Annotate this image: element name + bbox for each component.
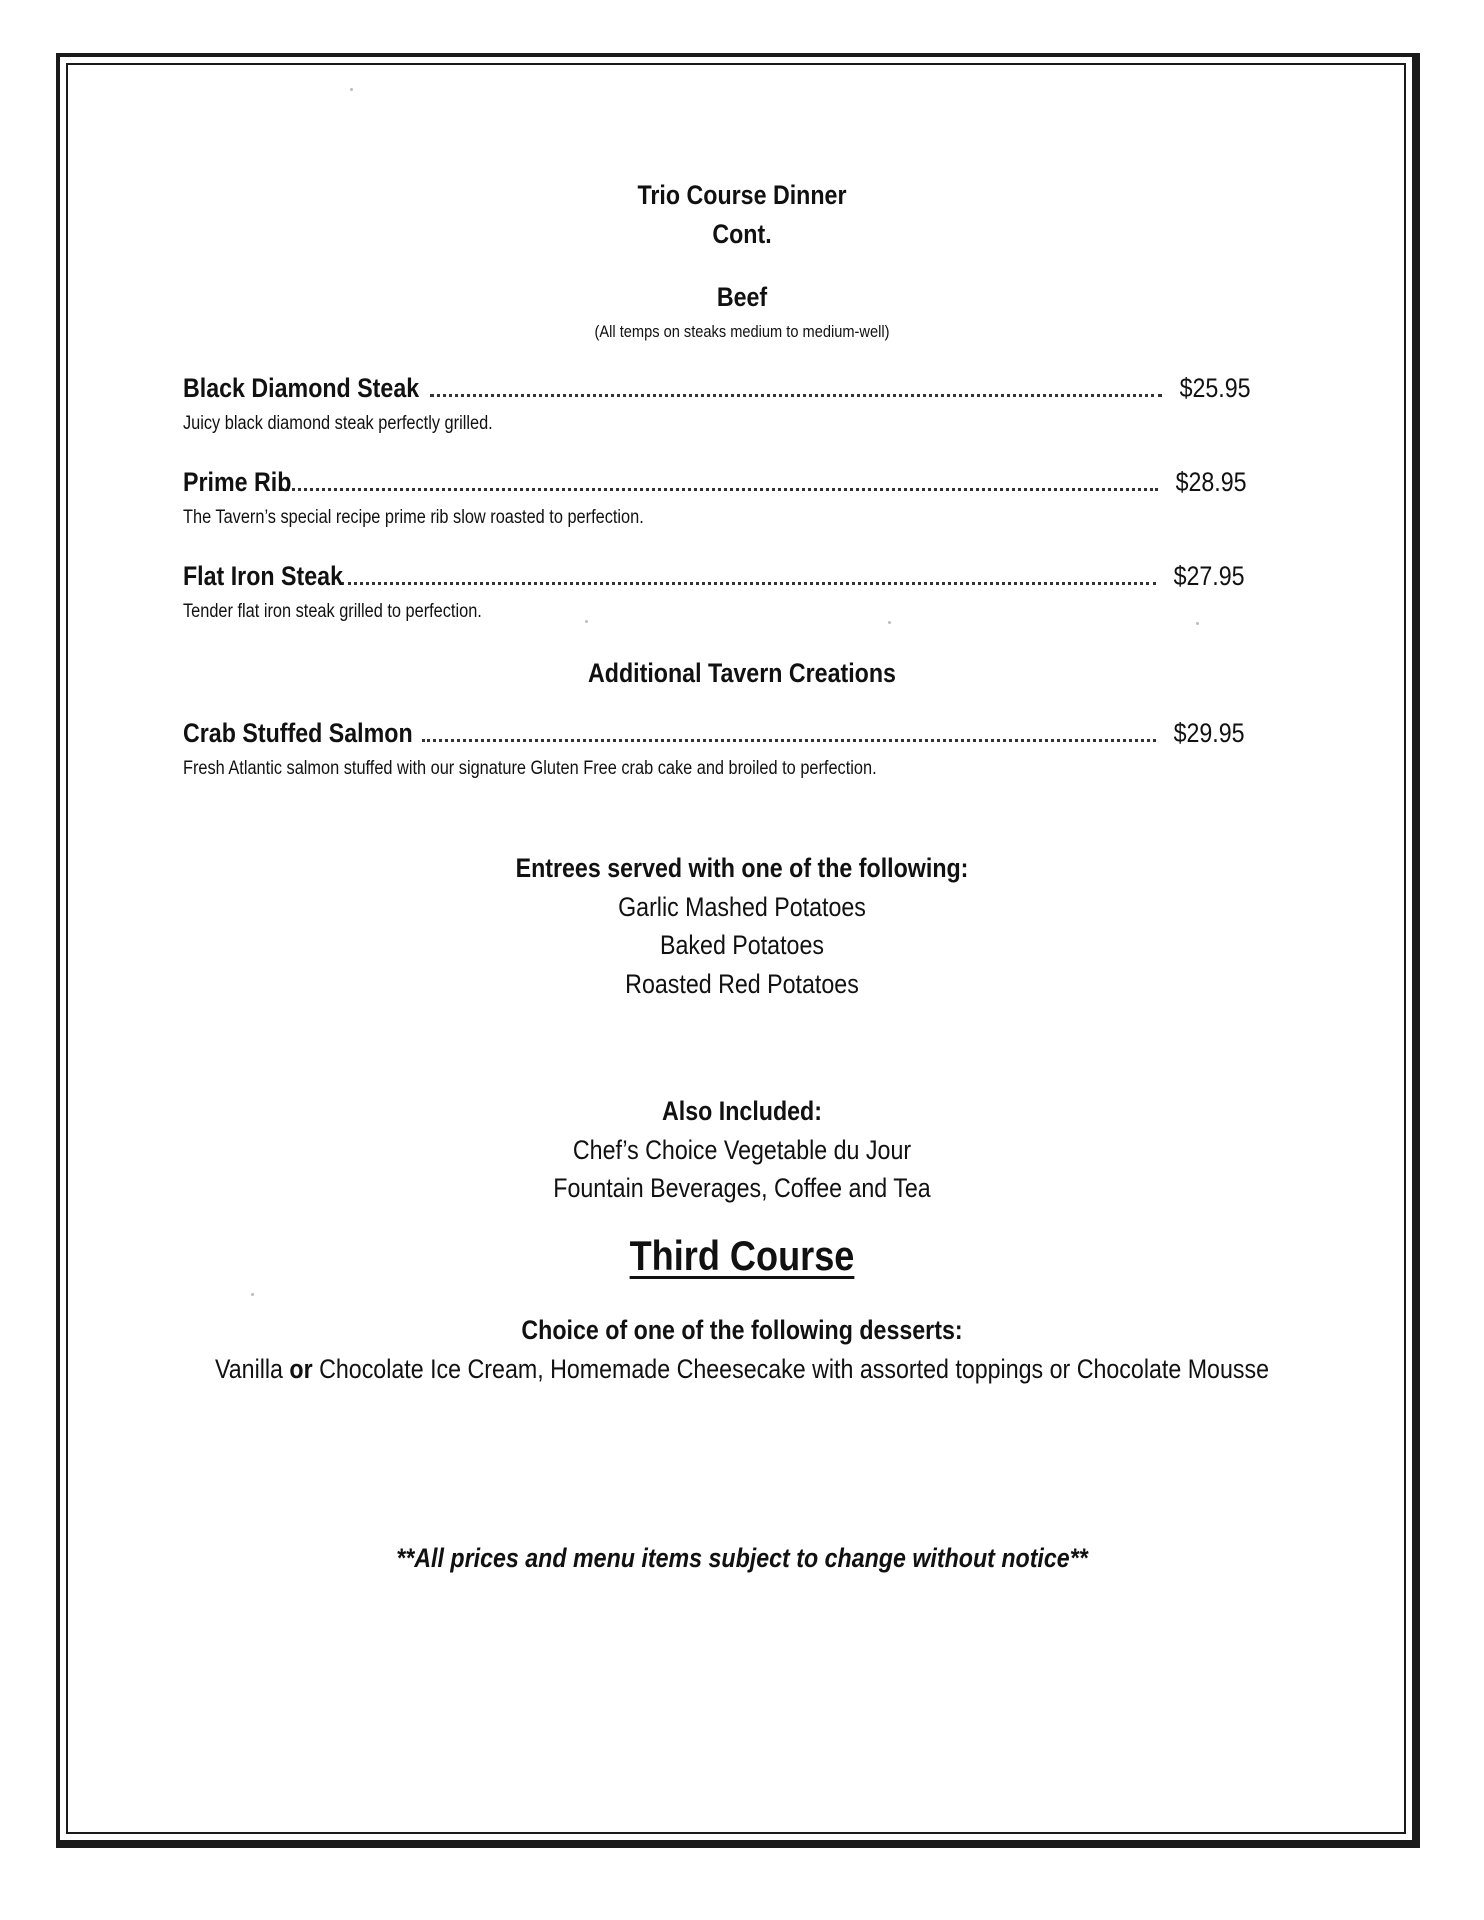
included-heading: Also Included: [662,1096,822,1126]
dot-leader [430,394,1163,397]
item-name: Crab Stuffed Salmon [183,718,413,748]
menu-title-cont: Cont. [712,219,772,249]
item-description: Juicy black diamond steak perfectly grilled. [183,413,493,434]
desserts-line [104,1354,1380,1385]
menu-item [183,561,1245,623]
sides-heading: Entrees served with one of the following: [515,853,969,883]
item-price: $27.95 [1173,561,1245,591]
side-option: Baked Potatoes [660,930,824,960]
creations-heading: Additional Tavern Creations [588,658,896,688]
menu-title: Trio Course Dinner [637,180,847,210]
beef-note: (All temps on steaks medium to medium-well) [594,322,890,341]
disclaimer: **All prices and menu items subject to change without notice** [396,1543,1088,1573]
dessert-text: Chocolate Ice Cream, Homemade Cheesecake with assorted toppings or Chocolate Mousse [312,1354,1270,1384]
beef-heading: Beef [716,282,768,312]
item-description: Tender flat iron steak grilled to perfection. [183,601,482,622]
menu-item [183,718,1245,780]
menu-item [183,373,1251,435]
included-item: Fountain Beverages, Coffee and Tea [553,1173,931,1203]
item-price: $29.95 [1173,718,1245,748]
dessert-text: Vanilla [214,1354,290,1384]
menu-item [183,467,1247,529]
item-price: $28.95 [1175,467,1247,497]
scan-speck [350,88,353,91]
item-description: The Tavern’s special recipe prime rib slow roasted to perfection. [183,507,644,528]
item-name: Black Diamond Steak [183,373,420,403]
side-option: Garlic Mashed Potatoes [618,892,866,922]
scan-speck [585,620,588,623]
item-name: Flat Iron Steak [183,561,344,591]
side-option: Roasted Red Potatoes [625,969,859,999]
dot-leader [422,739,1156,742]
item-description: Fresh Atlantic salmon stuffed with our signature Gluten Free crab cake and broiled to perfection. [183,758,877,779]
dot-leader [341,582,1156,585]
included-item: Chef’s Choice Vegetable du Jour [572,1135,912,1165]
desserts-subheading: Choice of one of the following desserts: [521,1315,963,1345]
dot-leader [281,488,1158,491]
scan-speck [1196,622,1199,625]
third-course-heading: Third Course [629,1232,855,1279]
scan-speck [251,1293,254,1296]
item-name: Prime Rib [183,467,292,497]
dessert-or: or [289,1354,313,1384]
item-price: $25.95 [1179,373,1251,403]
scan-speck [888,621,891,624]
